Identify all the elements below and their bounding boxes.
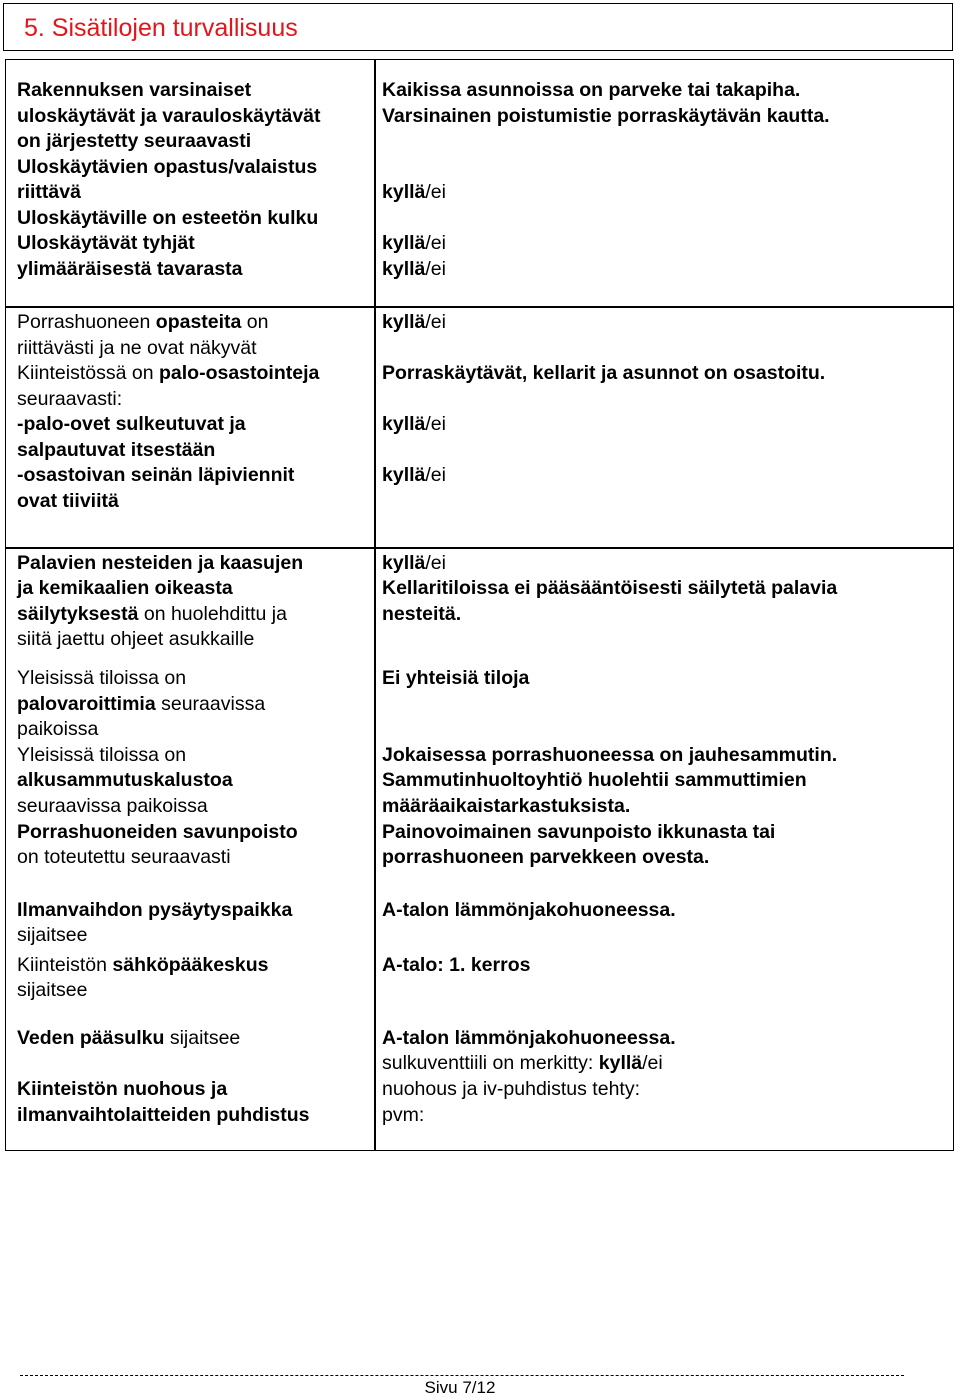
yes-no-answer: kyllä/ei	[382, 552, 446, 574]
yes-no-answer: kyllä/ei	[382, 413, 446, 435]
page-number: Sivu 7/12	[424, 1378, 496, 1397]
exit-access-question: Uloskäytäville on esteetön kulku	[17, 207, 319, 229]
water-shutoff-answer: sulkuventtiili on merkitty: kyllä/ei	[382, 1052, 663, 1074]
signs-question: riittävästi ja ne ovat näkyvät	[17, 337, 257, 359]
storage-answer: nesteitä.	[382, 603, 462, 625]
alarms-answer: Ei yhteisiä tiloja	[382, 667, 530, 689]
storage-question: siitä jaettu ohjeet asukkaille	[17, 628, 255, 650]
alarms-question: Yleisissä tiloissa on	[17, 667, 187, 689]
ventilation-stop-answer: A-talon lämmönjakohuoneessa.	[382, 899, 676, 921]
signs-question: Porrashuoneen opasteita on	[17, 311, 269, 333]
compartments-item: salpautuvat itsestään	[17, 439, 216, 461]
extinguisher-answer: määräaikaistarkastuksista.	[382, 795, 631, 817]
smoke-vent-question: Porrashuoneiden savunpoisto	[17, 821, 298, 843]
chimney-sweep-question: ilmanvaihtolaitteiden puhdistus	[17, 1104, 310, 1126]
exit-clear-question: ylimääräisestä tavarasta	[17, 258, 243, 280]
compartments-answer: Porraskäytävät, kellarit ja asunnot on osastoitu.	[382, 362, 826, 384]
extinguisher-answer: Jokaisessa porrashuoneessa on jauhesammutin.	[382, 744, 838, 766]
exits-question-line: uloskäytävät ja varauloskäytävät	[17, 105, 321, 127]
storage-question: ja kemikaalien oikeasta	[17, 577, 233, 599]
chimney-sweep-question: Kiinteistön nuohous ja	[17, 1078, 228, 1100]
compartments-item: -osastoivan seinän läpiviennit	[17, 464, 295, 486]
exit-lighting-question: Uloskäytävien opastus/valaistus	[17, 156, 318, 178]
exits-answer-line: Kaikissa asunnoissa on parveke tai takapiha.	[382, 79, 801, 101]
section-title: 5. Sisätilojen turvallisuus	[24, 14, 298, 42]
yes-no-answer: kyllä/ei	[382, 232, 446, 254]
yes-no-answer: kyllä/ei	[382, 311, 446, 333]
exits-question-line: on järjestetty seuraavasti	[17, 130, 252, 152]
water-shutoff-answer: A-talon lämmönjakohuoneessa.	[382, 1027, 676, 1049]
switchboard-answer: A-talo: 1. kerros	[382, 954, 531, 976]
ventilation-stop-question: sijaitsee	[17, 924, 88, 946]
storage-answer: Kellaritiloissa ei pääsääntöisesti säilytetä palavia	[382, 577, 838, 599]
alarms-question: palovaroittimia seuraavissa	[17, 693, 266, 715]
yes-no-answer: kyllä/ei	[382, 258, 446, 280]
chimney-sweep-answer: nuohous ja iv-puhdistus tehty:	[382, 1078, 640, 1100]
row-divider	[6, 547, 953, 549]
extinguisher-question: seuraavissa paikoissa	[17, 795, 208, 817]
footer-rule	[20, 1375, 904, 1376]
smoke-vent-question: on toteutettu seuraavasti	[17, 846, 231, 868]
alarms-question: paikoissa	[17, 718, 99, 740]
compartments-item: ovat tiiviitä	[17, 490, 119, 512]
storage-question: Palavien nesteiden ja kaasujen	[17, 552, 304, 574]
column-divider	[374, 60, 376, 1150]
switchboard-question: Kiinteistön sähköpääkeskus	[17, 954, 269, 976]
extinguisher-answer: Sammutinhuoltoyhtiö huolehtii sammuttimien	[382, 769, 807, 791]
switchboard-question: sijaitsee	[17, 979, 88, 1001]
compartments-question: seuraavasti:	[17, 388, 123, 410]
compartments-question: Kiinteistössä on palo-osastointeja	[17, 362, 320, 384]
exits-question-line: Rakennuksen varsinaiset	[17, 79, 252, 101]
ventilation-stop-question: Ilmanvaihdon pysäytyspaikka	[17, 899, 293, 921]
safety-table	[5, 59, 954, 1151]
exits-answer-line: Varsinainen poistumistie porraskäytävän kautta.	[382, 105, 830, 127]
exit-lighting-question: riittävä	[17, 181, 81, 203]
water-shutoff-question: Veden pääsulku sijaitsee	[17, 1027, 241, 1049]
storage-question: säilytyksestä on huolehdittu ja	[17, 603, 287, 625]
extinguisher-question: alkusammutuskalustoa	[17, 769, 233, 791]
yes-no-answer: kyllä/ei	[382, 181, 446, 203]
smoke-vent-answer: Painovoimainen savunpoisto ikkunasta tai	[382, 821, 776, 843]
section-header	[3, 3, 953, 51]
smoke-vent-answer: porrashuoneen parvekkeen ovesta.	[382, 846, 710, 868]
row-divider	[6, 306, 953, 308]
chimney-sweep-answer: pvm:	[382, 1104, 425, 1126]
exit-clear-question: Uloskäytävät tyhjät	[17, 232, 195, 254]
compartments-item: -palo-ovet sulkeutuvat ja	[17, 413, 246, 435]
yes-no-answer: kyllä/ei	[382, 464, 446, 486]
extinguisher-question: Yleisissä tiloissa on	[17, 744, 187, 766]
